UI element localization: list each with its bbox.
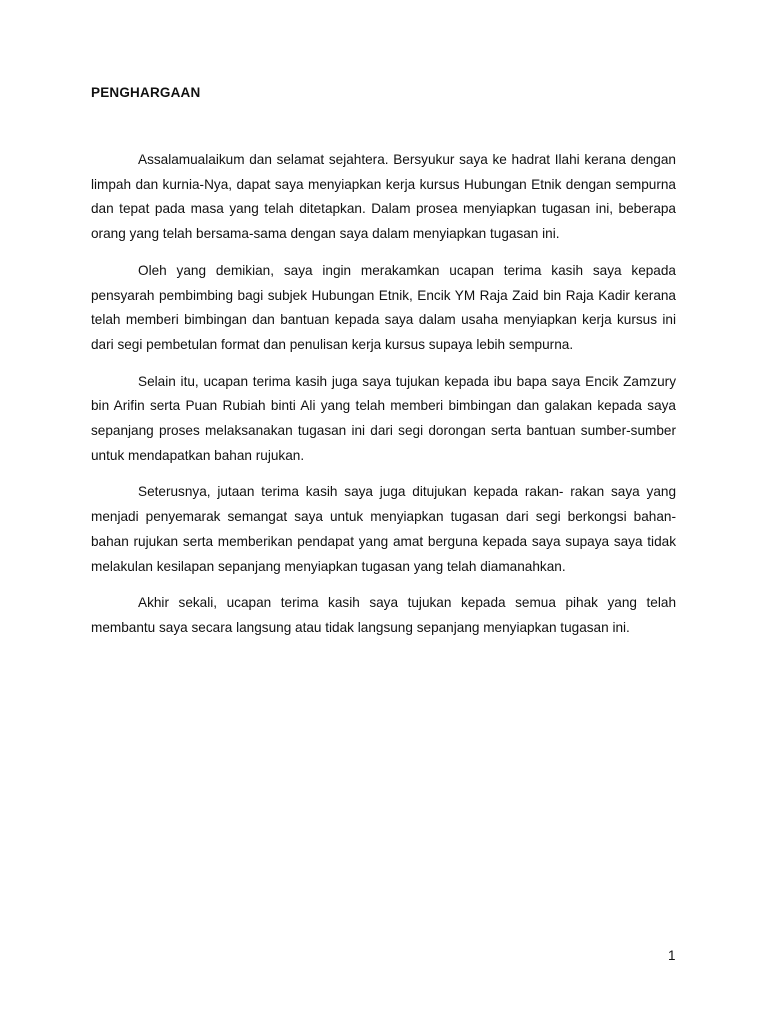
paragraph-4: Seterusnya, jutaan terima kasih saya juga ditujukan kepada rakan- rakan saya yang menjadi penyemarak semangat saya untuk menyiapkan tugasan dari segi berkongsi bahan-bahan rujukan serta memberikan pendapat yang amat berguna kepada saya supaya saya tidak melakulan kesilapan sepanjang menyiapkan tugasan yang telah diamanahkan. [91, 484, 676, 574]
paragraph-2: Oleh yang demikian, saya ingin merakamkan ucapan terima kasih saya kepada pensyarah pembimbing bagi subjek Hubungan Etnik, Encik YM Raja Zaid bin Raja Kadir kerana telah memberi bimbingan dan bantuan kepada saya dalam usaha menyiapkan kerja kursus ini dari segi pembetulan format dan penulisan kerja kursus supaya lebih sempurna. [91, 262, 676, 352]
paragraph-3: Selain itu, ucapan terima kasih juga saya tujukan kepada ibu bapa saya Encik Zamzury bin Arifin serta Puan Rubiah binti Ali yang telah memberi bimbingan dan galakan kepada saya sepanjang proses melaksanakan tugasan ini dari segi dorongan serta bantuan sumber-sumber untuk mendapatkan bahan rujukan. [91, 373, 676, 463]
paragraph-1: Assalamualaikum dan selamat sejahtera. Bersyukur saya ke hadrat Ilahi kerana dengan limpah dan kurnia-Nya, dapat saya menyiapkan kerja kursus Hubungan Etnik dengan sempurna dan tepat pada masa yang telah ditetapkan. Dalam prosea menyiapkan tugasan ini, beberapa orang yang telah bersama-sama dengan saya dalam menyiapkan tugasan ini. [91, 152, 676, 242]
page-title: PENGHARGAAN [91, 85, 201, 100]
paragraph-5: Akhir sekali, ucapan terima kasih saya tujukan kepada semua pihak yang telah membantu saya secara langsung atau tidak langsung sepanjang menyiapkan tugasan ini. [91, 595, 676, 635]
document-body [91, 148, 676, 653]
page-number: 1 [668, 948, 676, 963]
